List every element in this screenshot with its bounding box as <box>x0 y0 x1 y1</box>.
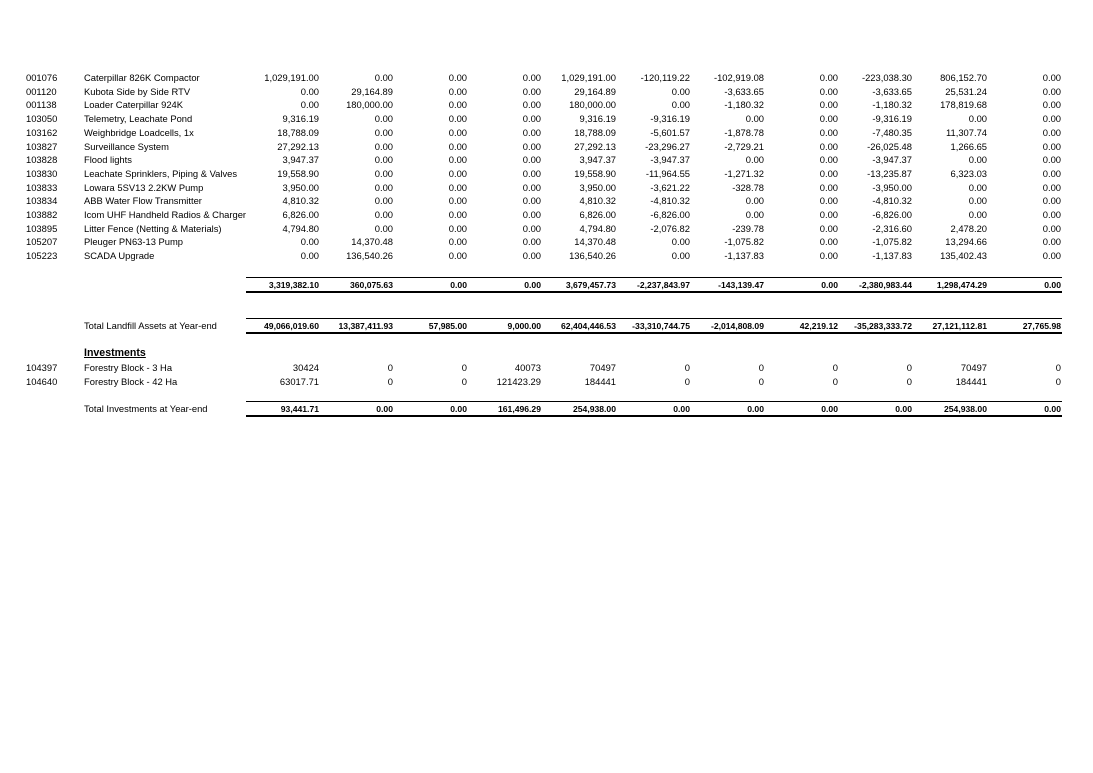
value-col-10: 178,819.68 <box>940 99 987 111</box>
value-col-1: 63017.71 <box>279 375 319 387</box>
asset-code: 104397 <box>26 362 58 373</box>
value-col-3: 0 <box>461 362 467 373</box>
table-row <box>0 71 1093 85</box>
value-col-7: -2,729.21 <box>724 140 764 152</box>
value-col-4: 0.00 <box>522 99 541 111</box>
value-col-8: 0.00 <box>819 113 838 125</box>
value-col-2: 0.00 <box>374 195 393 207</box>
value-col-3: 0.00 <box>448 236 467 248</box>
total-label: Total Landfill Assets at Year-end <box>84 320 217 331</box>
value-col-5: 29,164.89 <box>574 85 616 97</box>
value-col-6: 0.00 <box>671 236 690 248</box>
value-col-3: 0.00 <box>448 85 467 97</box>
value-col-7: 0.00 <box>747 404 764 414</box>
value-col-10: 0.00 <box>968 195 987 207</box>
value-col-4: 0.00 <box>522 222 541 234</box>
value-col-2: 0.00 <box>374 181 393 193</box>
value-col-7: -1,180.32 <box>724 99 764 111</box>
value-col-4: 0.00 <box>522 140 541 152</box>
value-col-1: 3,319,382.10 <box>268 280 319 290</box>
value-col-1: 6,826.00 <box>282 209 319 220</box>
asset-description: Surveillance System <box>84 140 169 152</box>
value-col-6: -5,601.57 <box>650 126 690 138</box>
table-row <box>0 140 1093 154</box>
investment-row <box>0 361 1093 375</box>
asset-description: Forestry Block - 42 Ha <box>84 375 178 387</box>
value-col-6: 0.00 <box>671 99 690 111</box>
value-col-7: -143,139.47 <box>718 280 764 290</box>
value-col-1: 0.00 <box>300 236 319 248</box>
value-col-2: 0.00 <box>374 140 393 152</box>
value-col-9: -1,180.32 <box>872 99 912 111</box>
value-col-10: 13,294.66 <box>945 236 987 248</box>
value-col-10: 1,298,474.29 <box>936 280 987 290</box>
value-col-8: 0.00 <box>819 167 838 179</box>
value-col-1: 1,029,191.00 <box>264 72 319 83</box>
value-col-11: 0.00 <box>1042 126 1061 138</box>
value-col-1: 4,794.80 <box>282 222 319 234</box>
asset-description: Kubota Side by Side RTV <box>84 85 191 97</box>
value-col-7: -1,878.78 <box>724 126 764 138</box>
value-col-5: 184441 <box>584 375 616 387</box>
value-col-9: -3,633.65 <box>872 85 912 97</box>
value-col-11: 0 <box>1055 362 1061 373</box>
value-col-9: -6,826.00 <box>872 209 912 220</box>
value-col-1: 9,316.19 <box>282 113 319 125</box>
asset-code: 103895 <box>26 222 58 234</box>
asset-code: 103162 <box>26 126 58 138</box>
value-col-3: 0.00 <box>448 154 467 166</box>
value-col-1: 4,810.32 <box>282 195 319 207</box>
value-col-9: -223,038.30 <box>861 72 912 83</box>
value-col-9: -1,075.82 <box>872 236 912 248</box>
value-col-10: 0.00 <box>968 154 987 166</box>
asset-code: 104640 <box>26 375 58 387</box>
value-col-9: -3,950.00 <box>872 181 912 193</box>
value-col-2: 0.00 <box>374 167 393 179</box>
value-col-2: 0.00 <box>374 72 393 83</box>
value-col-11: 0.00 <box>1042 195 1061 207</box>
value-col-1: 0.00 <box>300 85 319 97</box>
value-col-9: 0.00 <box>895 404 912 414</box>
value-col-4: 0.00 <box>522 167 541 179</box>
asset-description: Weighbridge Loadcells, 1x <box>84 126 194 138</box>
value-col-11: 0.00 <box>1044 280 1061 290</box>
value-col-5: 3,947.37 <box>579 154 616 166</box>
value-col-8: 0.00 <box>819 85 838 97</box>
value-col-6: -11,964.55 <box>645 167 690 179</box>
value-col-4: 0.00 <box>522 250 541 262</box>
table-row <box>0 222 1093 236</box>
value-col-9: -13,235.87 <box>867 167 912 179</box>
value-col-3: 0.00 <box>448 113 467 125</box>
value-col-9: -3,947.37 <box>872 154 912 166</box>
asset-description: Lowara 5SV13 2.2KW Pump <box>84 181 204 193</box>
value-col-7: 0.00 <box>745 209 764 220</box>
table-row <box>0 167 1093 181</box>
value-col-1: 93,441.71 <box>280 404 319 414</box>
asset-description: ABB Water Flow Transmitter <box>84 195 202 207</box>
value-col-1: 0.00 <box>300 250 319 262</box>
asset-code: 103833 <box>26 181 58 193</box>
value-col-11: 0.00 <box>1044 404 1061 414</box>
value-col-10: 135,402.43 <box>940 250 987 262</box>
value-col-3: 0.00 <box>450 404 467 414</box>
value-col-5: 1,029,191.00 <box>561 72 616 83</box>
value-col-1: 3,947.37 <box>282 154 319 166</box>
value-col-5: 14,370.48 <box>574 236 616 248</box>
table-row <box>0 112 1093 126</box>
value-col-10: 806,152.70 <box>940 72 987 83</box>
asset-description: SCADA Upgrade <box>84 250 155 262</box>
table-row <box>0 235 1093 249</box>
value-col-6: -33,310,744.75 <box>632 321 690 331</box>
value-col-8: 0.00 <box>819 236 838 248</box>
value-col-3: 0.00 <box>448 250 467 262</box>
asset-description: Forestry Block - 3 Ha <box>84 362 173 373</box>
value-col-7: -2,014,808.09 <box>710 321 764 331</box>
value-col-2: 360,075.63 <box>349 280 393 290</box>
asset-description: Pleuger PN63-13 Pump <box>84 236 184 248</box>
value-col-9: -26,025.48 <box>867 140 912 152</box>
investments-total-row <box>0 402 1093 416</box>
asset-description: Telemetry, Leachate Pond <box>84 113 193 125</box>
value-col-3: 0 <box>461 375 467 387</box>
value-col-4: 0.00 <box>522 181 541 193</box>
value-col-9: -7,480.35 <box>872 126 912 138</box>
value-col-2: 0.00 <box>374 154 393 166</box>
value-col-2: 0.00 <box>376 404 393 414</box>
table-row <box>0 249 1093 263</box>
value-col-3: 0.00 <box>448 222 467 234</box>
value-col-6: -9,316.19 <box>650 113 690 125</box>
value-col-11: 0 <box>1055 375 1061 387</box>
asset-code: 001138 <box>26 99 57 111</box>
value-col-5: 254,938.00 <box>572 404 616 414</box>
value-col-9: -4,810.32 <box>872 195 912 207</box>
value-col-5: 19,558.90 <box>574 167 616 179</box>
table-row <box>0 194 1093 208</box>
value-col-4: 0.00 <box>522 236 541 248</box>
value-col-1: 18,788.09 <box>277 126 319 138</box>
landfill-total-top-rule <box>246 318 1062 319</box>
value-col-4: 40073 <box>514 362 541 373</box>
investment-row <box>0 375 1093 389</box>
value-col-8: 0.00 <box>821 404 838 414</box>
value-col-5: 136,540.26 <box>569 250 616 262</box>
value-col-11: 0.00 <box>1042 167 1061 179</box>
value-col-7: -1,075.82 <box>724 236 764 248</box>
value-col-6: -23,296.27 <box>645 140 690 152</box>
value-col-5: 3,950.00 <box>579 181 616 193</box>
asset-code: 105207 <box>26 236 58 248</box>
value-col-10: 70497 <box>960 362 987 373</box>
value-col-11: 0.00 <box>1042 85 1061 97</box>
value-col-11: 0.00 <box>1042 222 1061 234</box>
value-col-8: 0.00 <box>819 209 838 220</box>
value-col-2: 0.00 <box>374 113 393 125</box>
value-col-3: 0.00 <box>448 195 467 207</box>
value-col-8: 0.00 <box>819 154 838 166</box>
value-col-2: 29,164.89 <box>351 85 393 97</box>
asset-description: Loader Caterpillar 924K <box>84 99 184 111</box>
value-col-9: -35,283,333.72 <box>854 321 912 331</box>
value-col-6: 0.00 <box>671 250 690 262</box>
subtotal-row <box>0 278 1093 292</box>
value-col-10: 11,307.74 <box>945 126 987 138</box>
value-col-10: 0.00 <box>968 181 987 193</box>
value-col-1: 3,950.00 <box>282 181 319 193</box>
value-col-11: 27,765.98 <box>1022 321 1061 331</box>
table-row <box>0 126 1093 140</box>
value-col-6: 0.00 <box>671 85 690 97</box>
value-col-11: 0.00 <box>1042 209 1061 220</box>
asset-code: 103882 <box>26 209 58 220</box>
asset-code: 001120 <box>26 85 57 97</box>
value-col-8: 0 <box>832 375 838 387</box>
total-label: Total Investments at Year-end <box>84 403 208 414</box>
investments-heading: Investments <box>84 347 146 359</box>
value-col-8: 0.00 <box>819 140 838 152</box>
value-col-3: 0.00 <box>448 181 467 193</box>
value-col-11: 0.00 <box>1042 181 1061 193</box>
value-col-4: 0.00 <box>522 72 541 83</box>
value-col-2: 0.00 <box>374 209 393 220</box>
asset-description: Litter Fence (Netting & Materials) <box>84 222 222 234</box>
value-col-9: -2,316.60 <box>872 222 912 234</box>
value-col-8: 0.00 <box>819 181 838 193</box>
value-col-5: 4,794.80 <box>579 222 616 234</box>
value-col-3: 0.00 <box>448 72 467 83</box>
value-col-11: 0.00 <box>1042 140 1061 152</box>
value-col-3: 0.00 <box>448 140 467 152</box>
value-col-11: 0.00 <box>1042 113 1061 125</box>
value-col-7: 0 <box>758 362 764 373</box>
value-col-9: -9,316.19 <box>872 113 912 125</box>
value-col-1: 27,292.13 <box>277 140 319 152</box>
value-col-8: 0.00 <box>819 72 838 83</box>
value-col-6: 0 <box>684 362 690 373</box>
value-col-1: 49,066,019.60 <box>264 321 319 331</box>
value-col-7: -328.78 <box>732 181 764 193</box>
value-col-5: 62,404,446.53 <box>561 321 616 331</box>
value-col-4: 161,496.29 <box>497 404 541 414</box>
asset-code: 103830 <box>26 167 58 179</box>
asset-code: 103834 <box>26 195 58 207</box>
value-col-10: 0.00 <box>968 209 987 220</box>
value-col-4: 0.00 <box>522 85 541 97</box>
value-col-4: 0.00 <box>522 195 541 207</box>
investments-total-bottom-rule <box>246 415 1062 417</box>
value-col-4: 0.00 <box>522 154 541 166</box>
value-col-4: 0.00 <box>522 209 541 220</box>
value-col-4: 0.00 <box>522 113 541 125</box>
value-col-7: 0.00 <box>745 154 764 166</box>
value-col-9: 0 <box>906 362 912 373</box>
value-col-4: 0.00 <box>522 126 541 138</box>
value-col-7: -1,137.83 <box>724 250 764 262</box>
landfill-total-bottom-rule <box>246 332 1062 334</box>
value-col-1: 30424 <box>292 362 319 373</box>
value-col-6: -4,810.32 <box>650 195 690 207</box>
asset-description: Flood lights <box>84 154 132 166</box>
asset-code: 103050 <box>26 113 58 125</box>
value-col-9: -1,137.83 <box>872 250 912 262</box>
value-col-6: -6,826.00 <box>650 209 690 220</box>
table-row <box>0 181 1093 195</box>
value-col-10: 6,323.03 <box>950 167 987 179</box>
value-col-1: 19,558.90 <box>277 167 319 179</box>
value-col-8: 0.00 <box>819 126 838 138</box>
value-col-2: 0 <box>387 375 393 387</box>
value-col-3: 0.00 <box>448 167 467 179</box>
value-col-10: 25,531.24 <box>945 85 987 97</box>
value-col-3: 57,985.00 <box>428 321 467 331</box>
value-col-6: 0.00 <box>673 404 690 414</box>
value-col-1: 0.00 <box>300 99 319 111</box>
table-row <box>0 208 1093 222</box>
value-col-10: 27,121,112.81 <box>932 321 987 331</box>
value-col-8: 0.00 <box>819 222 838 234</box>
value-col-6: 0 <box>684 375 690 387</box>
value-col-6: -3,621.22 <box>650 181 690 193</box>
value-col-2: 13,387,411.93 <box>338 321 393 331</box>
value-col-3: 0.00 <box>448 99 467 111</box>
value-col-2: 136,540.26 <box>346 250 393 262</box>
value-col-7: 0.00 <box>745 113 764 125</box>
value-col-2: 180,000.00 <box>346 99 393 111</box>
value-col-6: -2,237,843.97 <box>636 280 690 290</box>
value-col-10: 184441 <box>955 375 987 387</box>
value-col-3: 0.00 <box>448 209 467 220</box>
asset-description: Leachate Sprinklers, Piping & Valves <box>84 167 238 179</box>
value-col-10: 1,266.65 <box>950 140 987 152</box>
value-col-8: 0.00 <box>819 99 838 111</box>
value-col-6: -120,119.22 <box>640 72 690 83</box>
value-col-7: -3,633.65 <box>724 85 764 97</box>
value-col-5: 6,826.00 <box>579 209 616 220</box>
value-col-8: 42,219.12 <box>799 321 838 331</box>
value-col-2: 14,370.48 <box>351 236 393 248</box>
value-col-10: 0.00 <box>968 113 987 125</box>
value-col-5: 70497 <box>589 362 616 373</box>
table-row <box>0 98 1093 112</box>
value-col-11: 0.00 <box>1042 99 1061 111</box>
value-col-9: -2,380,983.44 <box>858 280 912 290</box>
value-col-11: 0.00 <box>1042 250 1061 262</box>
value-col-4: 0.00 <box>524 280 541 290</box>
value-col-5: 4,810.32 <box>579 195 616 207</box>
asset-code: 001076 <box>26 72 58 83</box>
value-col-4: 121423.29 <box>496 375 541 387</box>
value-col-8: 0 <box>832 362 838 373</box>
value-col-6: -3,947.37 <box>650 154 690 166</box>
value-col-2: 0 <box>387 362 393 373</box>
value-col-2: 0.00 <box>374 126 393 138</box>
value-col-5: 3,679,457.73 <box>565 280 616 290</box>
value-col-3: 0.00 <box>450 280 467 290</box>
table-row <box>0 153 1093 167</box>
value-col-5: 9,316.19 <box>579 113 616 125</box>
value-col-3: 0.00 <box>448 126 467 138</box>
value-col-7: -1,271.32 <box>724 167 764 179</box>
value-col-7: 0 <box>758 375 764 387</box>
value-col-7: 0.00 <box>745 195 764 207</box>
value-col-8: 0.00 <box>819 195 838 207</box>
asset-description: Caterpillar 826K Compactor <box>84 72 200 83</box>
value-col-7: -239.78 <box>732 222 764 234</box>
asset-code: 103828 <box>26 154 58 166</box>
value-col-11: 0.00 <box>1042 154 1061 166</box>
value-col-5: 27,292.13 <box>574 140 616 152</box>
value-col-5: 180,000.00 <box>569 99 616 111</box>
value-col-2: 0.00 <box>374 222 393 234</box>
value-col-7: -102,919.08 <box>713 72 764 83</box>
value-col-8: 0.00 <box>821 280 838 290</box>
value-col-9: 0 <box>906 375 912 387</box>
value-col-6: -2,076.82 <box>650 222 690 234</box>
value-col-5: 18,788.09 <box>574 126 616 138</box>
value-col-10: 2,478.20 <box>950 222 987 234</box>
landfill-total-row <box>0 319 1093 333</box>
value-col-4: 9,000.00 <box>507 321 541 331</box>
table-row <box>0 85 1093 99</box>
asset-code: 103827 <box>26 140 58 152</box>
value-col-11: 0.00 <box>1042 236 1061 248</box>
value-col-10: 254,938.00 <box>943 404 987 414</box>
subtotal-bottom-rule <box>246 291 1062 293</box>
value-col-8: 0.00 <box>819 250 838 262</box>
asset-description: Icom UHF Handheld Radios & Charger <box>84 209 247 220</box>
asset-code: 105223 <box>26 250 58 262</box>
value-col-11: 0.00 <box>1042 72 1061 83</box>
